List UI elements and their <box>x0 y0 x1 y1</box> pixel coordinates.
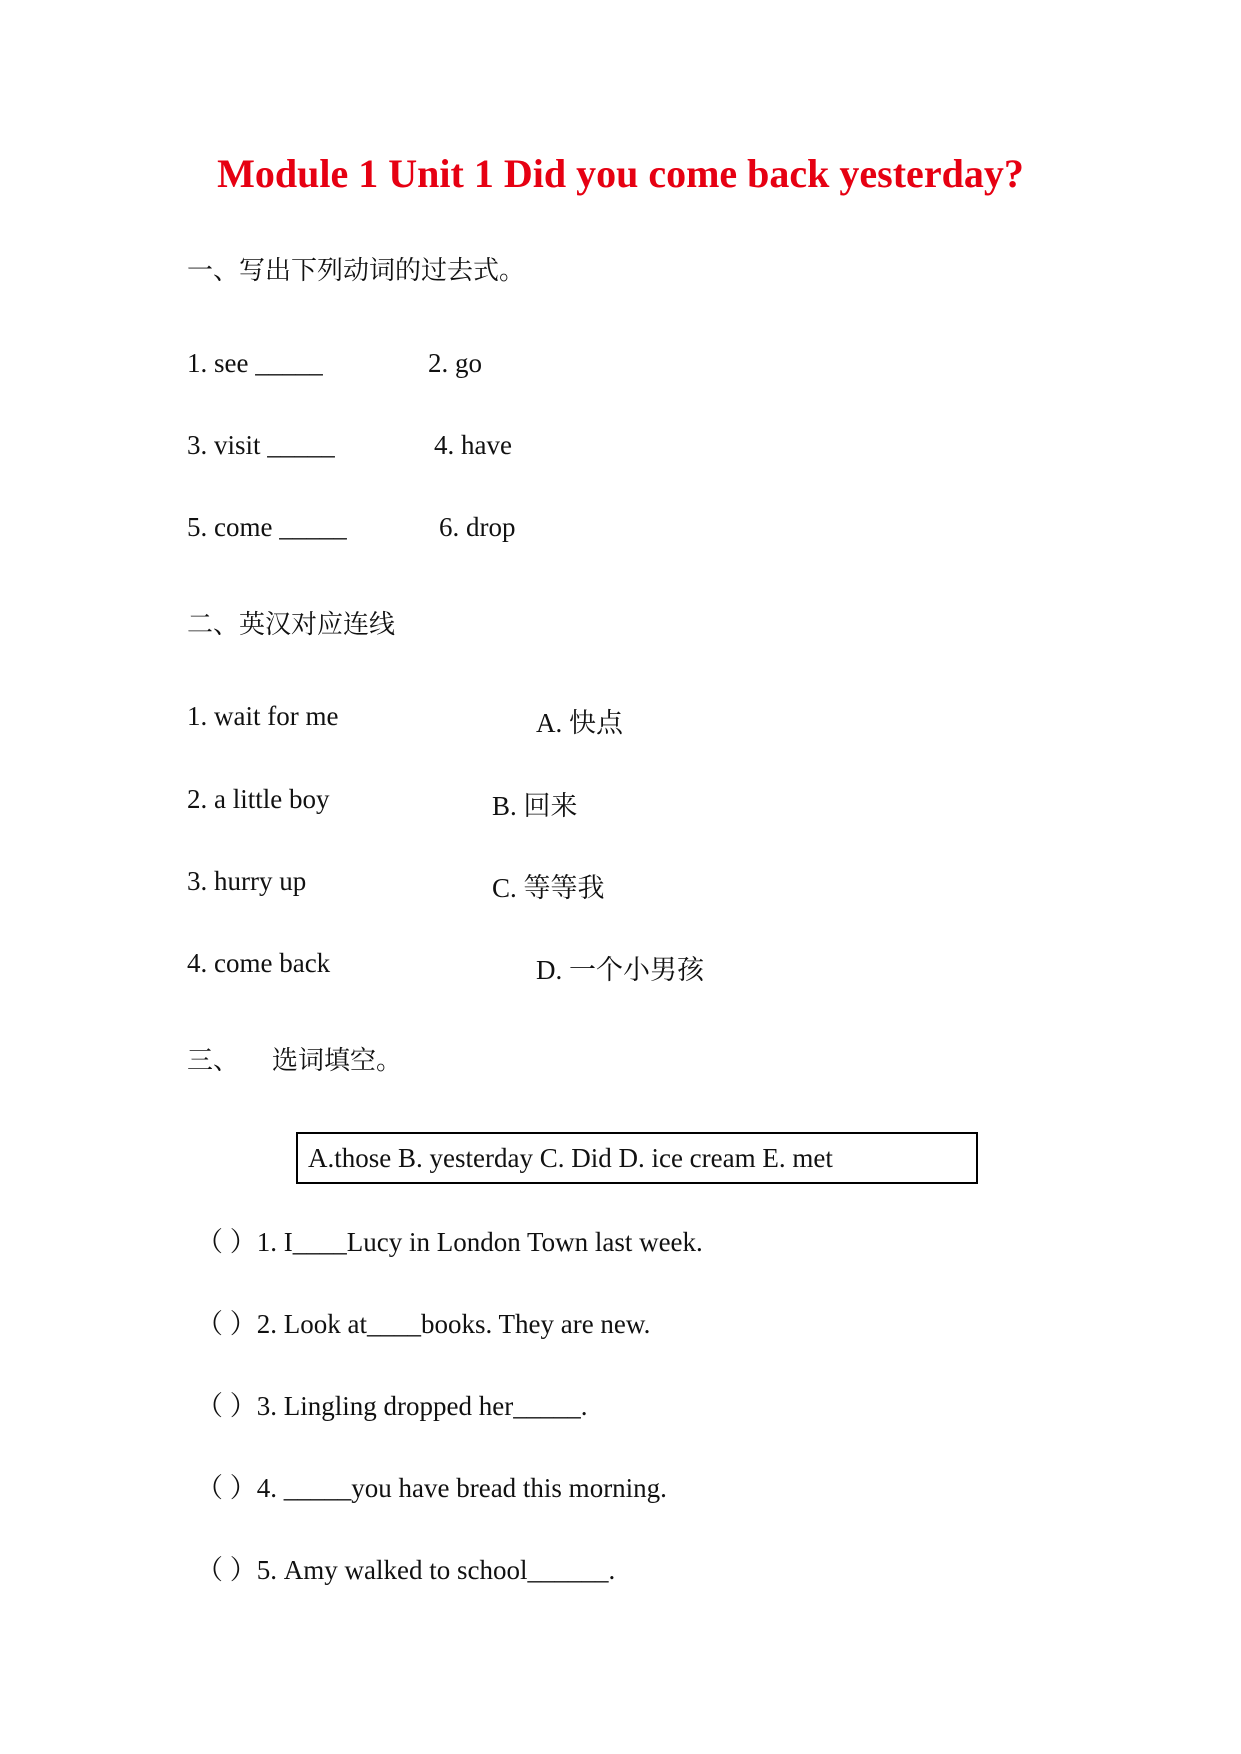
question-row <box>196 1466 667 1505</box>
answer-parenthesis[interactable]: （ ） <box>196 1391 257 1421</box>
verb-item: 4. have <box>434 430 512 460</box>
match-left-item: 2. a little boy <box>187 784 330 814</box>
question-row <box>196 1548 615 1587</box>
section-3-heading <box>187 1040 402 1077</box>
match-right-item: C. 等等我 <box>492 873 605 903</box>
section-1-heading: 一、写出下列动词的过去式。 <box>187 256 526 286</box>
verb-item: 6. drop <box>439 512 516 542</box>
match-left-item: 4. come back <box>187 948 331 978</box>
answer-parenthesis[interactable]: （ ） <box>196 1309 257 1339</box>
match-right-item: A. 快点 <box>536 708 623 738</box>
match-left-item: 1. wait for me <box>187 701 339 731</box>
question-text: 5. Amy walked to school______. <box>256 1555 616 1585</box>
answer-parenthesis[interactable]: （ ） <box>196 1473 257 1503</box>
question-text: 4. _____you have bread this morning. <box>256 1473 667 1503</box>
match-right-item: B. 回来 <box>492 791 578 821</box>
question-row <box>196 1384 587 1423</box>
verb-item: 1. see _____ <box>187 348 323 378</box>
answer-parenthesis[interactable]: （ ） <box>196 1227 257 1257</box>
page-title: Module 1 Unit 1 Did you come back yesterday? <box>217 151 1024 196</box>
section-2-heading: 二、英汉对应连线 <box>187 610 396 640</box>
section-3-heading-text: 三、 选词填空。 <box>187 1046 403 1076</box>
answer-parenthesis[interactable]: （ ） <box>196 1555 257 1585</box>
question-row <box>196 1302 650 1341</box>
question-text: 2. Look at____books. They are new. <box>256 1309 651 1339</box>
match-left-item: 3. hurry up <box>187 866 307 896</box>
question-text: 3. Lingling dropped her_____. <box>256 1391 588 1421</box>
word-bank-box: A.those B. yesterday C. Did D. ice cream E. met <box>296 1132 978 1184</box>
verb-item: 3. visit _____ <box>187 430 335 460</box>
verb-item: 2. go <box>428 348 482 378</box>
match-right-item: D. 一个小男孩 <box>536 955 704 985</box>
question-row <box>196 1220 703 1259</box>
question-text: 1. I____Lucy in London Town last week. <box>256 1227 703 1257</box>
verb-item: 5. come _____ <box>187 512 347 542</box>
